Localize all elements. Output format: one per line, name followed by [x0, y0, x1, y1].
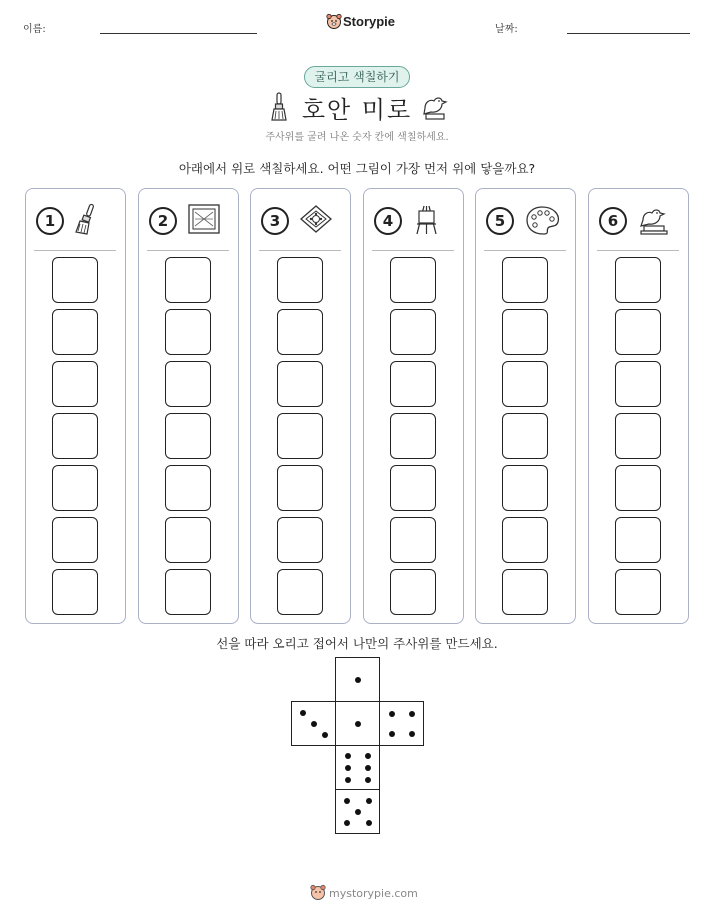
brand-name: Storypie	[343, 14, 396, 29]
color-cell[interactable]	[165, 309, 211, 355]
dice-pip	[355, 677, 361, 683]
brand-logo	[326, 13, 396, 33]
color-cell[interactable]	[52, 309, 98, 355]
color-cell[interactable]	[615, 413, 661, 459]
color-cell[interactable]	[390, 465, 436, 511]
color-cell[interactable]	[277, 309, 323, 355]
dice-face-1	[335, 701, 380, 746]
race-instruction: 아래에서 위로 색칠하세요. 어떤 그림이 가장 먼저 위에 닿을까요?	[178, 161, 536, 176]
color-cell[interactable]	[277, 361, 323, 407]
column-number: 5	[486, 207, 514, 235]
color-cell[interactable]	[52, 361, 98, 407]
dice-pip	[345, 765, 351, 771]
activity-badge: 굴리고 색칠하기	[304, 66, 411, 88]
column-divider	[34, 250, 116, 251]
dice-face-1	[335, 657, 380, 702]
dice-pip	[344, 820, 350, 826]
column-divider	[372, 250, 454, 251]
color-cell[interactable]	[390, 309, 436, 355]
color-cell[interactable]	[390, 361, 436, 407]
column-divider	[147, 250, 229, 251]
color-cell[interactable]	[277, 569, 323, 615]
color-cell[interactable]	[390, 569, 436, 615]
storypie-mascot-icon	[326, 13, 342, 31]
dice-pip	[322, 732, 328, 738]
name-label: 이름:	[23, 24, 46, 35]
column-number: 6	[599, 207, 627, 235]
canvas-icon	[187, 203, 223, 237]
column-number: 3	[261, 207, 289, 235]
color-cell[interactable]	[615, 257, 661, 303]
dice-face-5	[335, 789, 380, 834]
color-cell[interactable]	[615, 309, 661, 355]
race-column-4	[363, 188, 464, 624]
dice-instruction: 선을 따라 오리고 접어서 나만의 주사위를 만드세요.	[216, 636, 498, 651]
color-cell[interactable]	[615, 569, 661, 615]
dice-face-3	[291, 701, 336, 746]
color-cell[interactable]	[390, 517, 436, 563]
color-cell[interactable]	[502, 465, 548, 511]
dice-pip	[366, 798, 372, 804]
race-column-5	[475, 188, 576, 624]
tile-icon	[299, 203, 335, 237]
color-cell[interactable]	[502, 309, 548, 355]
dice-pip	[409, 731, 415, 737]
color-cell[interactable]	[277, 413, 323, 459]
color-cell[interactable]	[615, 517, 661, 563]
color-cell[interactable]	[390, 257, 436, 303]
dice-pip	[365, 753, 371, 759]
race-column-1	[25, 188, 126, 624]
color-cell[interactable]	[615, 361, 661, 407]
footer-url[interactable]: mystorypie.com	[329, 887, 418, 900]
column-number: 4	[374, 207, 402, 235]
date-label: 날짜:	[495, 24, 518, 35]
dice-pip	[409, 711, 415, 717]
dice-pip	[365, 765, 371, 771]
column-number: 1	[36, 207, 64, 235]
date-field-line[interactable]	[567, 33, 690, 34]
column-divider	[484, 250, 566, 251]
bird-title-icon	[420, 93, 448, 121]
race-column-3	[250, 188, 351, 624]
color-cell[interactable]	[52, 465, 98, 511]
color-cell[interactable]	[165, 465, 211, 511]
color-cell[interactable]	[390, 413, 436, 459]
color-cell[interactable]	[277, 517, 323, 563]
color-cell[interactable]	[165, 517, 211, 563]
dice-pip	[345, 753, 351, 759]
paintbrush-icon	[74, 203, 110, 237]
color-cell[interactable]	[502, 413, 548, 459]
page-subtitle: 주사위를 굴려 나온 숫자 칸에 색칠하세요.	[265, 132, 449, 143]
color-cell[interactable]	[165, 569, 211, 615]
color-cell[interactable]	[52, 517, 98, 563]
race-column-6	[588, 188, 689, 624]
color-cell[interactable]	[165, 361, 211, 407]
dice-face-6	[335, 745, 380, 790]
color-cell[interactable]	[502, 517, 548, 563]
color-cell[interactable]	[165, 413, 211, 459]
color-cell[interactable]	[277, 257, 323, 303]
footer	[310, 884, 430, 904]
column-divider	[259, 250, 341, 251]
easel-icon	[412, 203, 448, 237]
color-cell[interactable]	[502, 569, 548, 615]
storypie-mascot-icon	[310, 884, 326, 902]
race-column-2	[138, 188, 239, 624]
color-cell[interactable]	[502, 361, 548, 407]
color-cell[interactable]	[165, 257, 211, 303]
page-title: 호안 미로	[301, 96, 413, 124]
dice-pip	[365, 777, 371, 783]
palette-icon	[524, 203, 560, 237]
dice-pip	[355, 809, 361, 815]
dice-face-4	[379, 701, 424, 746]
color-cell[interactable]	[52, 413, 98, 459]
bird-sculpture-icon	[637, 203, 673, 237]
dice-pip	[311, 721, 317, 727]
color-cell[interactable]	[502, 257, 548, 303]
dice-pip	[389, 711, 395, 717]
color-cell[interactable]	[277, 465, 323, 511]
dice-pip	[366, 820, 372, 826]
name-field-line[interactable]	[100, 33, 257, 34]
color-cell[interactable]	[615, 465, 661, 511]
dice-pip	[345, 777, 351, 783]
dice-pip	[389, 731, 395, 737]
dice-pip	[355, 721, 361, 727]
dice-pip	[344, 798, 350, 804]
dice-pip	[300, 710, 306, 716]
color-cell[interactable]	[52, 257, 98, 303]
color-cell[interactable]	[52, 569, 98, 615]
column-divider	[597, 250, 679, 251]
column-number: 2	[149, 207, 177, 235]
